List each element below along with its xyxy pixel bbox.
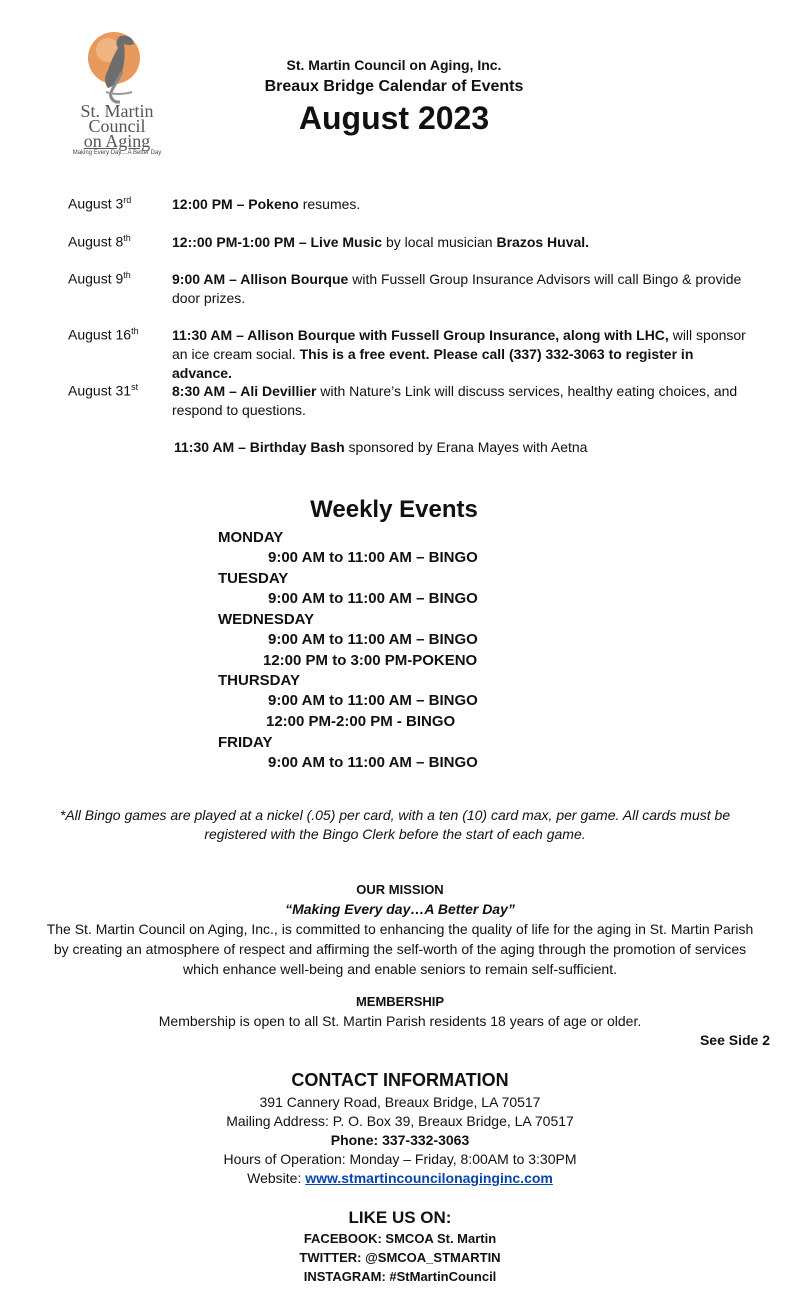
logo: [62, 28, 172, 164]
see-side-note: See Side 2: [699, 1032, 770, 1048]
org-name: St. Martin Council on Aging, Inc.: [286, 57, 502, 73]
instagram-handle: INSTAGRAM: #StMartinCouncil: [303, 1269, 497, 1284]
event-description: 12::00 PM-1:00 PM – Live Music by local musician Brazos Huval.: [172, 234, 590, 250]
mission-quote: “Making Every day…A Better Day”: [285, 901, 515, 917]
like-us-heading: LIKE US ON:: [348, 1208, 452, 1227]
weekly-event: 9:00 AM to 11:00 AM – BINGO: [268, 692, 478, 709]
contact-heading: CONTACT INFORMATION: [291, 1070, 509, 1090]
weekly-event: 12:00 PM-2:00 PM - BINGO: [266, 713, 456, 730]
weekly-events-title: Weekly Events: [310, 496, 478, 523]
address: 391 Cannery Road, Breaux Bridge, LA 70517: [259, 1094, 541, 1110]
day-label: MONDAY: [218, 529, 284, 546]
website-link[interactable]: www.stmartincouncilonaginginc.com: [305, 1170, 553, 1186]
event-date: August 8th: [68, 233, 131, 250]
mailing-address: Mailing Address: P. O. Box 39, Breaux Bridge, LA 70517: [226, 1113, 574, 1129]
event-description: 12:00 PM – Pokeno resumes.: [172, 196, 361, 212]
day-label: FRIDAY: [218, 734, 273, 751]
event-description: 9:00 AM – Allison Bourque with Fussell Group Insurance Advisors will call Bingo & provide door prizes.: [172, 271, 742, 306]
calendar-subtitle: Breaux Bridge Calendar of Events: [264, 78, 524, 95]
weekly-event: 9:00 AM to 11:00 AM – BINGO: [268, 590, 478, 607]
day-label: THURSDAY: [218, 672, 300, 689]
event-date: August 16th: [68, 326, 139, 343]
facebook-handle: FACEBOOK: SMCOA St. Martin: [303, 1231, 497, 1246]
page-title: August 2023: [298, 100, 490, 136]
event-date: August 31st: [68, 382, 139, 399]
event-date: August 3rd: [68, 195, 132, 212]
event-description: 8:30 AM – Ali Devillier with Nature’s Link will discuss services, healthy eating choices, and respond to questions.: [172, 383, 738, 418]
weekly-event: 9:00 AM to 11:00 AM – BINGO: [268, 549, 478, 566]
day-label: WEDNESDAY: [218, 611, 315, 628]
website: Website: www.stmartincouncilonaginginc.com: [247, 1170, 553, 1186]
weekly-event: 9:00 AM to 11:00 AM – BINGO: [268, 631, 478, 648]
event-description: 11:30 AM – Birthday Bash sponsored by Erana Mayes with Aetna: [174, 439, 588, 455]
weekly-event: 12:00 PM to 3:00 PM-POKENO: [263, 652, 478, 669]
weekly-event: 9:00 AM to 11:00 AM – BINGO: [268, 754, 478, 771]
logo-wordmark: St. Martin Council on Aging Making Every Day....A Better Day: [72, 101, 162, 156]
membership-heading: MEMBERSHIP: [355, 994, 445, 1009]
phone: Phone: 337-332-3063: [330, 1132, 470, 1148]
twitter-handle: TWITTER: @SMCOA_STMARTIN: [299, 1250, 501, 1265]
membership-text: Membership is open to all St. Martin Parish residents 18 years of age or older.: [158, 1013, 642, 1029]
hours: Hours of Operation: Monday – Friday, 8:00AM to 3:30PM: [223, 1151, 577, 1167]
pelican-logo-icon: [62, 28, 172, 108]
mission-body: The St. Martin Council on Aging, Inc., is committed to enhancing the quality of life for the aging in St. Martin Parish by creating an atmosphere of respect and affirming the self-worth of the aging through the promotion of services which enhance well-being and enable seniors to remain self-sufficient.: [46, 921, 754, 977]
event-date: August 9th: [68, 270, 131, 287]
event-description: 11:30 AM – Allison Bourque with Fussell Group Insurance, along with LHC, will sponsor an ice cream social. This is a free event. Please call (337) 332-3063 to register in advance.: [172, 327, 746, 381]
bingo-note: *All Bingo games are played at a nickel (.05) per card, with a ten (10) card max, per game. All cards must be registered with the Bingo Clerk before the start of each game.: [59, 807, 731, 842]
day-label: TUESDAY: [218, 570, 289, 587]
mission-heading: OUR MISSION: [356, 882, 444, 897]
